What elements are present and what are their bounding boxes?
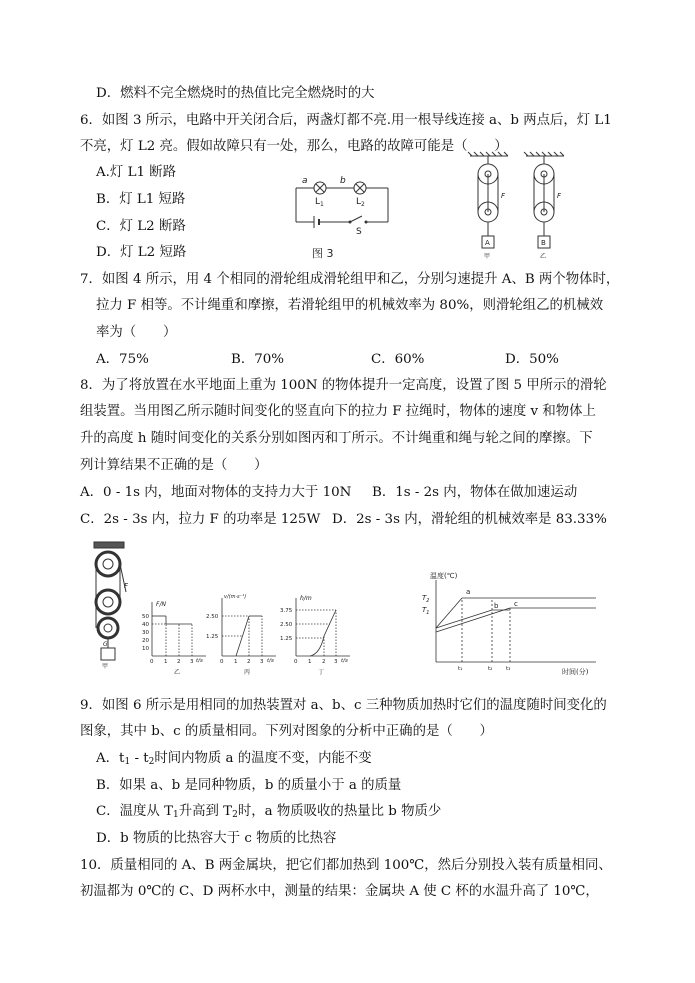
q7-option-b: B．70%	[231, 352, 284, 367]
fig5-yi-xtick-2: 2	[177, 659, 181, 665]
fig5-bing-ytick-125: 1.25	[206, 634, 219, 640]
fig5-bing-velocity-graph	[206, 590, 280, 676]
fig5-ding-xtick-1: 1	[308, 659, 312, 665]
q6-option-b: B．灯 L1 短路	[96, 192, 186, 207]
q8-line-2: 组装置。当用图乙所示随时间变化的竖直向下的拉力 F 拉绳时，物体的速度 v 和物体上	[80, 404, 596, 419]
q9-option-a: A．$t_1 - t_2$时间内物质 a 的温度不变，内能不变	[96, 751, 372, 767]
fig5-yi-ylabel: F/N	[156, 601, 166, 608]
fig6-series-b-label: b	[494, 602, 499, 610]
fig5-ding-xtick-3: 3	[334, 659, 338, 665]
fig5-bing-caption: 丙	[244, 669, 251, 676]
fig4-jia-caption: 甲	[484, 253, 491, 260]
fig5-bing-xtick-2: 2	[247, 659, 251, 665]
fig5-jia-force-label: F	[124, 582, 129, 590]
fig5-ding-xtick-2: 2	[322, 659, 326, 665]
fig5-ding-xlabel: t/s	[341, 658, 348, 664]
fig5-ding-height-graph	[280, 590, 354, 676]
q8-line-3: 升的高度 h 随时间变化的关系分别如图丙和丁所示。不计绳重和绳与轮之间的摩擦。下	[80, 431, 593, 446]
fig5-yi-ytick-40: 40	[142, 622, 149, 628]
label-a: a	[302, 176, 308, 186]
q8-option-c: C．2s - 3s 内，拉力 F 的功率是 125W	[80, 512, 321, 527]
fig6-series-a-label: a	[466, 588, 471, 596]
fig6-t3-tick: t₃	[506, 666, 511, 672]
circuit-diagram-fig3	[288, 166, 408, 262]
fig5-bing-xlabel: t/s	[267, 658, 274, 664]
q9-line-2: 图象，其中 b、c 的质量相同。下列对图象的分析中正确的是（ ）	[80, 724, 493, 739]
fig6-temperature-graph	[420, 568, 600, 678]
fig3-caption: 图 3	[312, 247, 334, 260]
fig5-jia-pulley	[90, 540, 136, 670]
q6-option-a: A.灯 L1 断路	[96, 165, 177, 180]
fig5-yi-xlabel: t/s	[196, 658, 203, 664]
fig6-t1-tick: t₁	[458, 666, 463, 672]
q7-option-a: A．75%	[96, 352, 149, 367]
fig4-box-a-label: A	[485, 239, 490, 247]
fig5-bing-xtick-0: 0	[220, 659, 224, 665]
fig5-yi-ytick-50: 50	[142, 614, 149, 620]
q6-option-d: D．灯 L2 短路	[96, 245, 187, 260]
fig4-yi-force-label: F	[557, 192, 562, 200]
fig5-bing-xtick-3: 3	[260, 659, 264, 665]
q7-line-1: 7．如图 4 所示，用 4 个相同的滑轮组成滑轮组甲和乙，分别匀速提升 A、B 两个物体时，	[80, 272, 620, 287]
label-l1: $L_1$	[315, 197, 324, 208]
q6-line-1: 6．如图 3 所示，电路中开关闭合后，两盏灯都不亮.用一根导线连接 a、b 两点后，灯 L1	[80, 113, 612, 128]
fig6-xlabel: 时间(分)	[562, 668, 589, 676]
q8-option-b: B．1s - 2s 内，物体在做加速运动	[372, 485, 578, 500]
label-l2: $L_2$	[356, 197, 365, 208]
q7-line-2: 拉力 F 相等。不计绳重和摩擦，若滑轮组甲的机械效率为 80%，则滑轮组乙的机械效	[96, 298, 604, 313]
fig5-yi-xtick-0: 0	[150, 659, 154, 665]
fig4-box-b-label: B	[541, 239, 546, 247]
q7-line-3: 率为（ ）	[96, 325, 177, 340]
fig5-yi-xtick-1: 1	[164, 659, 168, 665]
fig5-jia-g-label: G	[103, 641, 108, 648]
fig4-yi-caption: 乙	[540, 253, 547, 260]
q10-line-1: 10．质量相同的 A、B 两金属块，把它们都加热到 100℃，然后分别投入装有质量相同、	[80, 858, 612, 873]
q9-option-c: C．温度从 $T_1$升高到 $T_2$时，a 物质吸收的热量比 b 物质少	[96, 804, 442, 820]
fig5-yi-ytick-10: 10	[142, 646, 149, 652]
fig6-t2-label: $T_2$	[422, 594, 430, 604]
label-s: S	[356, 227, 362, 237]
q6-line-2: 不亮，灯 L2 亮。假如故障只有一处，那么，电路的故障可能是（ ）	[80, 139, 508, 154]
fig5-ding-ylabel: h/m	[300, 595, 312, 602]
fig5-yi-ytick-30: 30	[142, 630, 149, 636]
fig6-ylabel: 温度(℃)	[430, 572, 458, 580]
pulley-diagram-fig4	[466, 150, 576, 262]
fig5-ding-xtick-0: 0	[294, 659, 298, 665]
q9-option-d: D．b 物质的比热容大于 c 物质的比热容	[96, 831, 337, 846]
fig6-series-c-label: c	[514, 600, 518, 608]
fig5-jia-caption: 甲	[102, 663, 109, 670]
label-b: b	[340, 176, 346, 186]
fig5-ding-ytick-125: 1.25	[280, 636, 293, 642]
q7-option-c: C．60%	[371, 352, 425, 367]
fig6-t2-tick: t₂	[488, 666, 493, 672]
fig5-ding-ytick-250: 2.50	[280, 622, 293, 628]
q9-option-b: B．如果 a、b 是同种物质，b 的质量小于 a 的质量	[96, 778, 402, 793]
fig5-bing-ylabel: v/(m·s⁻¹)	[224, 594, 247, 600]
fig5-yi-force-graph	[140, 596, 210, 676]
fig4-jia-force-label: F	[501, 192, 506, 200]
fig5-yi-caption: 乙	[174, 669, 181, 676]
q10-line-2: 初温都为 0℃的 C、D 两杯水中，测量的结果：金属块 A 使 C 杯的水温升高了 10℃，	[80, 884, 599, 899]
fig5-yi-xtick-3: 3	[190, 659, 194, 665]
fig6-t1-label: $T_1$	[422, 606, 430, 616]
q8-line-4: 列计算结果不正确的是（ ）	[80, 458, 268, 473]
q8-line-1: 8．为了将放置在水平地面上重为 100N 的物体提升一定高度，设置了图 5 甲所示的滑轮	[80, 378, 607, 393]
fig5-yi-ytick-20: 20	[142, 638, 149, 644]
fig5-bing-xtick-1: 1	[234, 659, 238, 665]
fig5-bing-ytick-250: 2.50	[206, 614, 219, 620]
fig5-ding-ytick-375: 3.75	[280, 608, 293, 614]
q9-line-1: 9．如图 6 所示是用相同的加热装置对 a、b、c 三种物质加热时它们的温度随时间变化的	[80, 698, 607, 713]
fig5-ding-caption: 丁	[318, 669, 325, 676]
q5-option-d: D．燃料不完全燃烧时的热值比完全燃烧时的大	[96, 86, 375, 101]
q6-option-c: C．灯 L2 断路	[96, 219, 186, 234]
q8-option-a: A．0 - 1s 内，地面对物体的支持力大于 10N	[80, 485, 352, 500]
q7-option-d: D．50%	[505, 352, 559, 367]
q8-option-d: D．2s - 3s 内，滑轮组的机械效率是 83.33%	[332, 512, 607, 527]
